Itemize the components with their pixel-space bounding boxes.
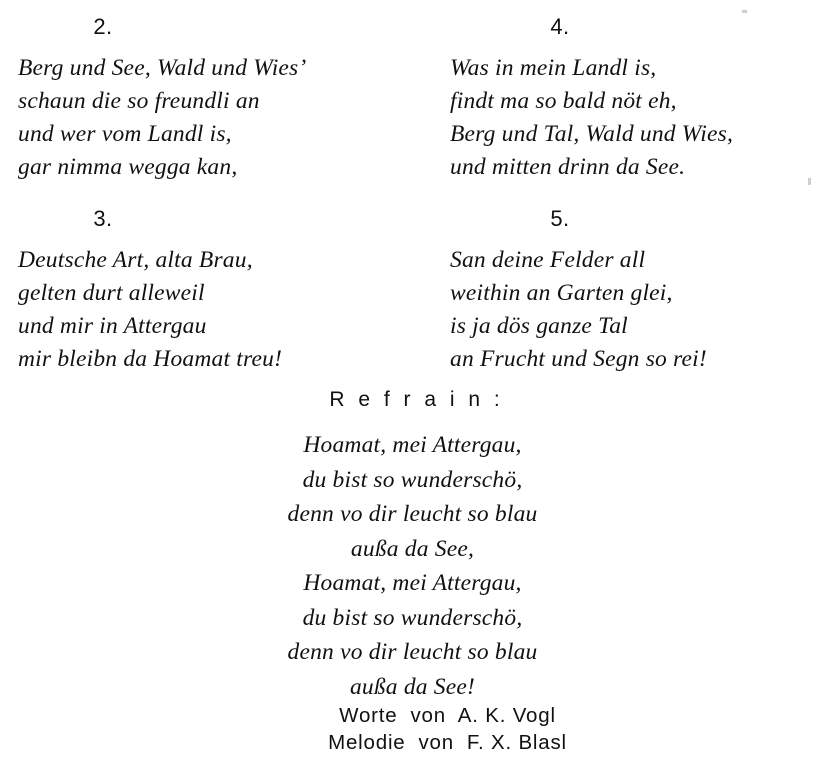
refrain-line-7: denn vo dir leucht so blau	[287, 639, 538, 665]
verse-5-line-4: an Frucht und Segn so rei!	[450, 346, 707, 372]
verse-5	[450, 206, 820, 376]
refrain-line-8: außa da See!	[349, 673, 476, 700]
credits-block	[0, 702, 825, 756]
refrain-line-3: denn vo dir leucht so blau	[287, 501, 538, 527]
verse-4-number: 4.	[550, 14, 570, 39]
refrain-line-2: du bist so wunderschö,	[302, 466, 523, 493]
verse-2-line-2: schaun die so freundli an	[18, 88, 260, 114]
refrain-line-4: außa da See,	[350, 535, 475, 562]
verse-column-right	[450, 14, 820, 384]
credit-composer: Melodie von F. X. Blasl	[328, 731, 567, 754]
verse-2-line-3: und wer vom Landl is,	[18, 121, 232, 147]
verse-3-line-1: Deutsche Art, alta Brau,	[18, 247, 253, 273]
verse-3-line-3: und mir in Attergau	[18, 313, 207, 339]
refrain-block	[0, 388, 825, 704]
verse-5-line-3: is ja dös ganze Tal	[450, 313, 628, 339]
verse-3	[18, 206, 418, 376]
verse-4-line-1: Was in mein Landl is,	[450, 55, 657, 81]
verse-2-number: 2.	[93, 14, 113, 39]
refrain-lines	[0, 428, 825, 704]
refrain-line-6: du bist so wunderschö,	[302, 604, 523, 631]
verse-5-line-1: San deine Felder all	[450, 247, 646, 273]
credit-lyricist: Worte von A. K. Vogl	[339, 704, 556, 727]
verse-4	[450, 14, 820, 184]
verse-4-line-3: Berg und Tal, Wald und Wies,	[450, 121, 734, 147]
verse-3-line-2: gelten durt alleweil	[18, 280, 205, 306]
verse-3-number: 3.	[93, 206, 113, 231]
verse-5-number: 5.	[550, 206, 570, 231]
verse-5-line-2: weithin an Garten glei,	[450, 280, 673, 306]
verse-3-line-4: mir bleibn da Hoamat treu!	[18, 346, 283, 372]
refrain-line-1: Hoamat, mei Attergau,	[303, 432, 522, 458]
verse-4-line-2: findt ma so bald nöt eh,	[450, 88, 677, 114]
verse-2-line-4: gar nimma wegga kan,	[18, 154, 238, 180]
refrain-line-5: Hoamat, mei Attergau,	[303, 570, 522, 596]
verse-2	[18, 14, 418, 184]
scan-speck	[742, 10, 747, 13]
verse-column-left	[18, 14, 418, 384]
refrain-heading: R e f r a i n :	[329, 388, 504, 411]
verse-4-line-4: und mitten drinn da See.	[450, 154, 686, 180]
verse-2-line-1: Berg und See, Wald und Wies’	[18, 55, 307, 81]
